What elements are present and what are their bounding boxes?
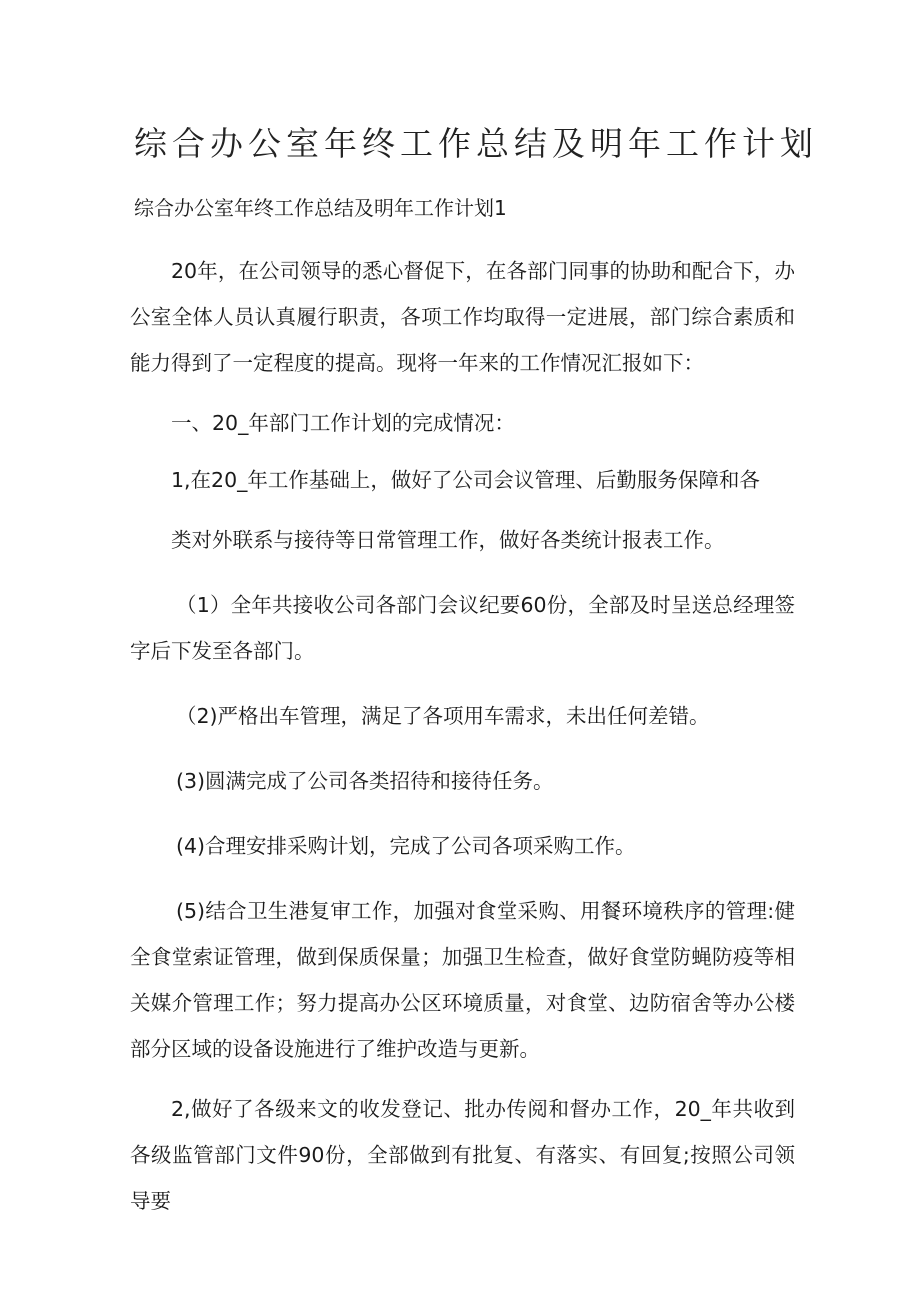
sub-item: (3)圆满完成了公司各类招待和接待任务。 xyxy=(176,769,554,793)
list-item: 1,在20_年工作基础上，做好了公司会议管理、后勤服务保障和各 xyxy=(171,468,760,492)
list-item: 2,做好了各级来文的收发登记、批办传阅和督办工作，20_年共收到各级监管部门文件90份，全部做到有批复、有落实、有回复;按照公司领导要 xyxy=(130,1097,795,1213)
section-heading: 一、20_年部门工作计划的完成情况： xyxy=(171,411,515,435)
list-item-continuation: 类对外联系与接待等日常管理工作，做好各类统计报表工作。 xyxy=(171,528,725,552)
document-subtitle: 综合办公室年终工作总结及明年工作计划1 xyxy=(134,196,507,220)
intro-paragraph: 20年，在公司领导的悉心督促下，在各部门同事的协助和配合下，办公室全体人员认真履行职责，各项工作均取得一定进展，部门综合素质和能力得到了一定程度的提高。现将一年来的工作情况汇报如下： xyxy=(130,259,795,375)
document-body xyxy=(130,248,795,1224)
sub-item: （2)严格出车管理，满足了各项用车需求，未出任何差错。 xyxy=(176,704,710,728)
sub-item: (5)结合卫生港复审工作，加强对食堂采购、用餐环境秩序的管理:健全食堂索证管理，做到保质保量；加强卫生检查，做好食堂防蝇防疫等相关媒介管理工作；努力提高办公区环境质量，对食堂、边防宿舍等办公楼部分区域的设备设施进行了维护改造与更新。 xyxy=(130,899,795,1061)
sub-item: （1）全年共接收公司各部门会议纪要60份，全部及时呈送总经理签字后下发至各部门。 xyxy=(130,593,795,663)
document-title: 综合办公室年终工作总结及明年工作计划 xyxy=(134,124,818,163)
sub-item: (4)合理安排采购计划，完成了公司各项采购工作。 xyxy=(176,834,636,858)
